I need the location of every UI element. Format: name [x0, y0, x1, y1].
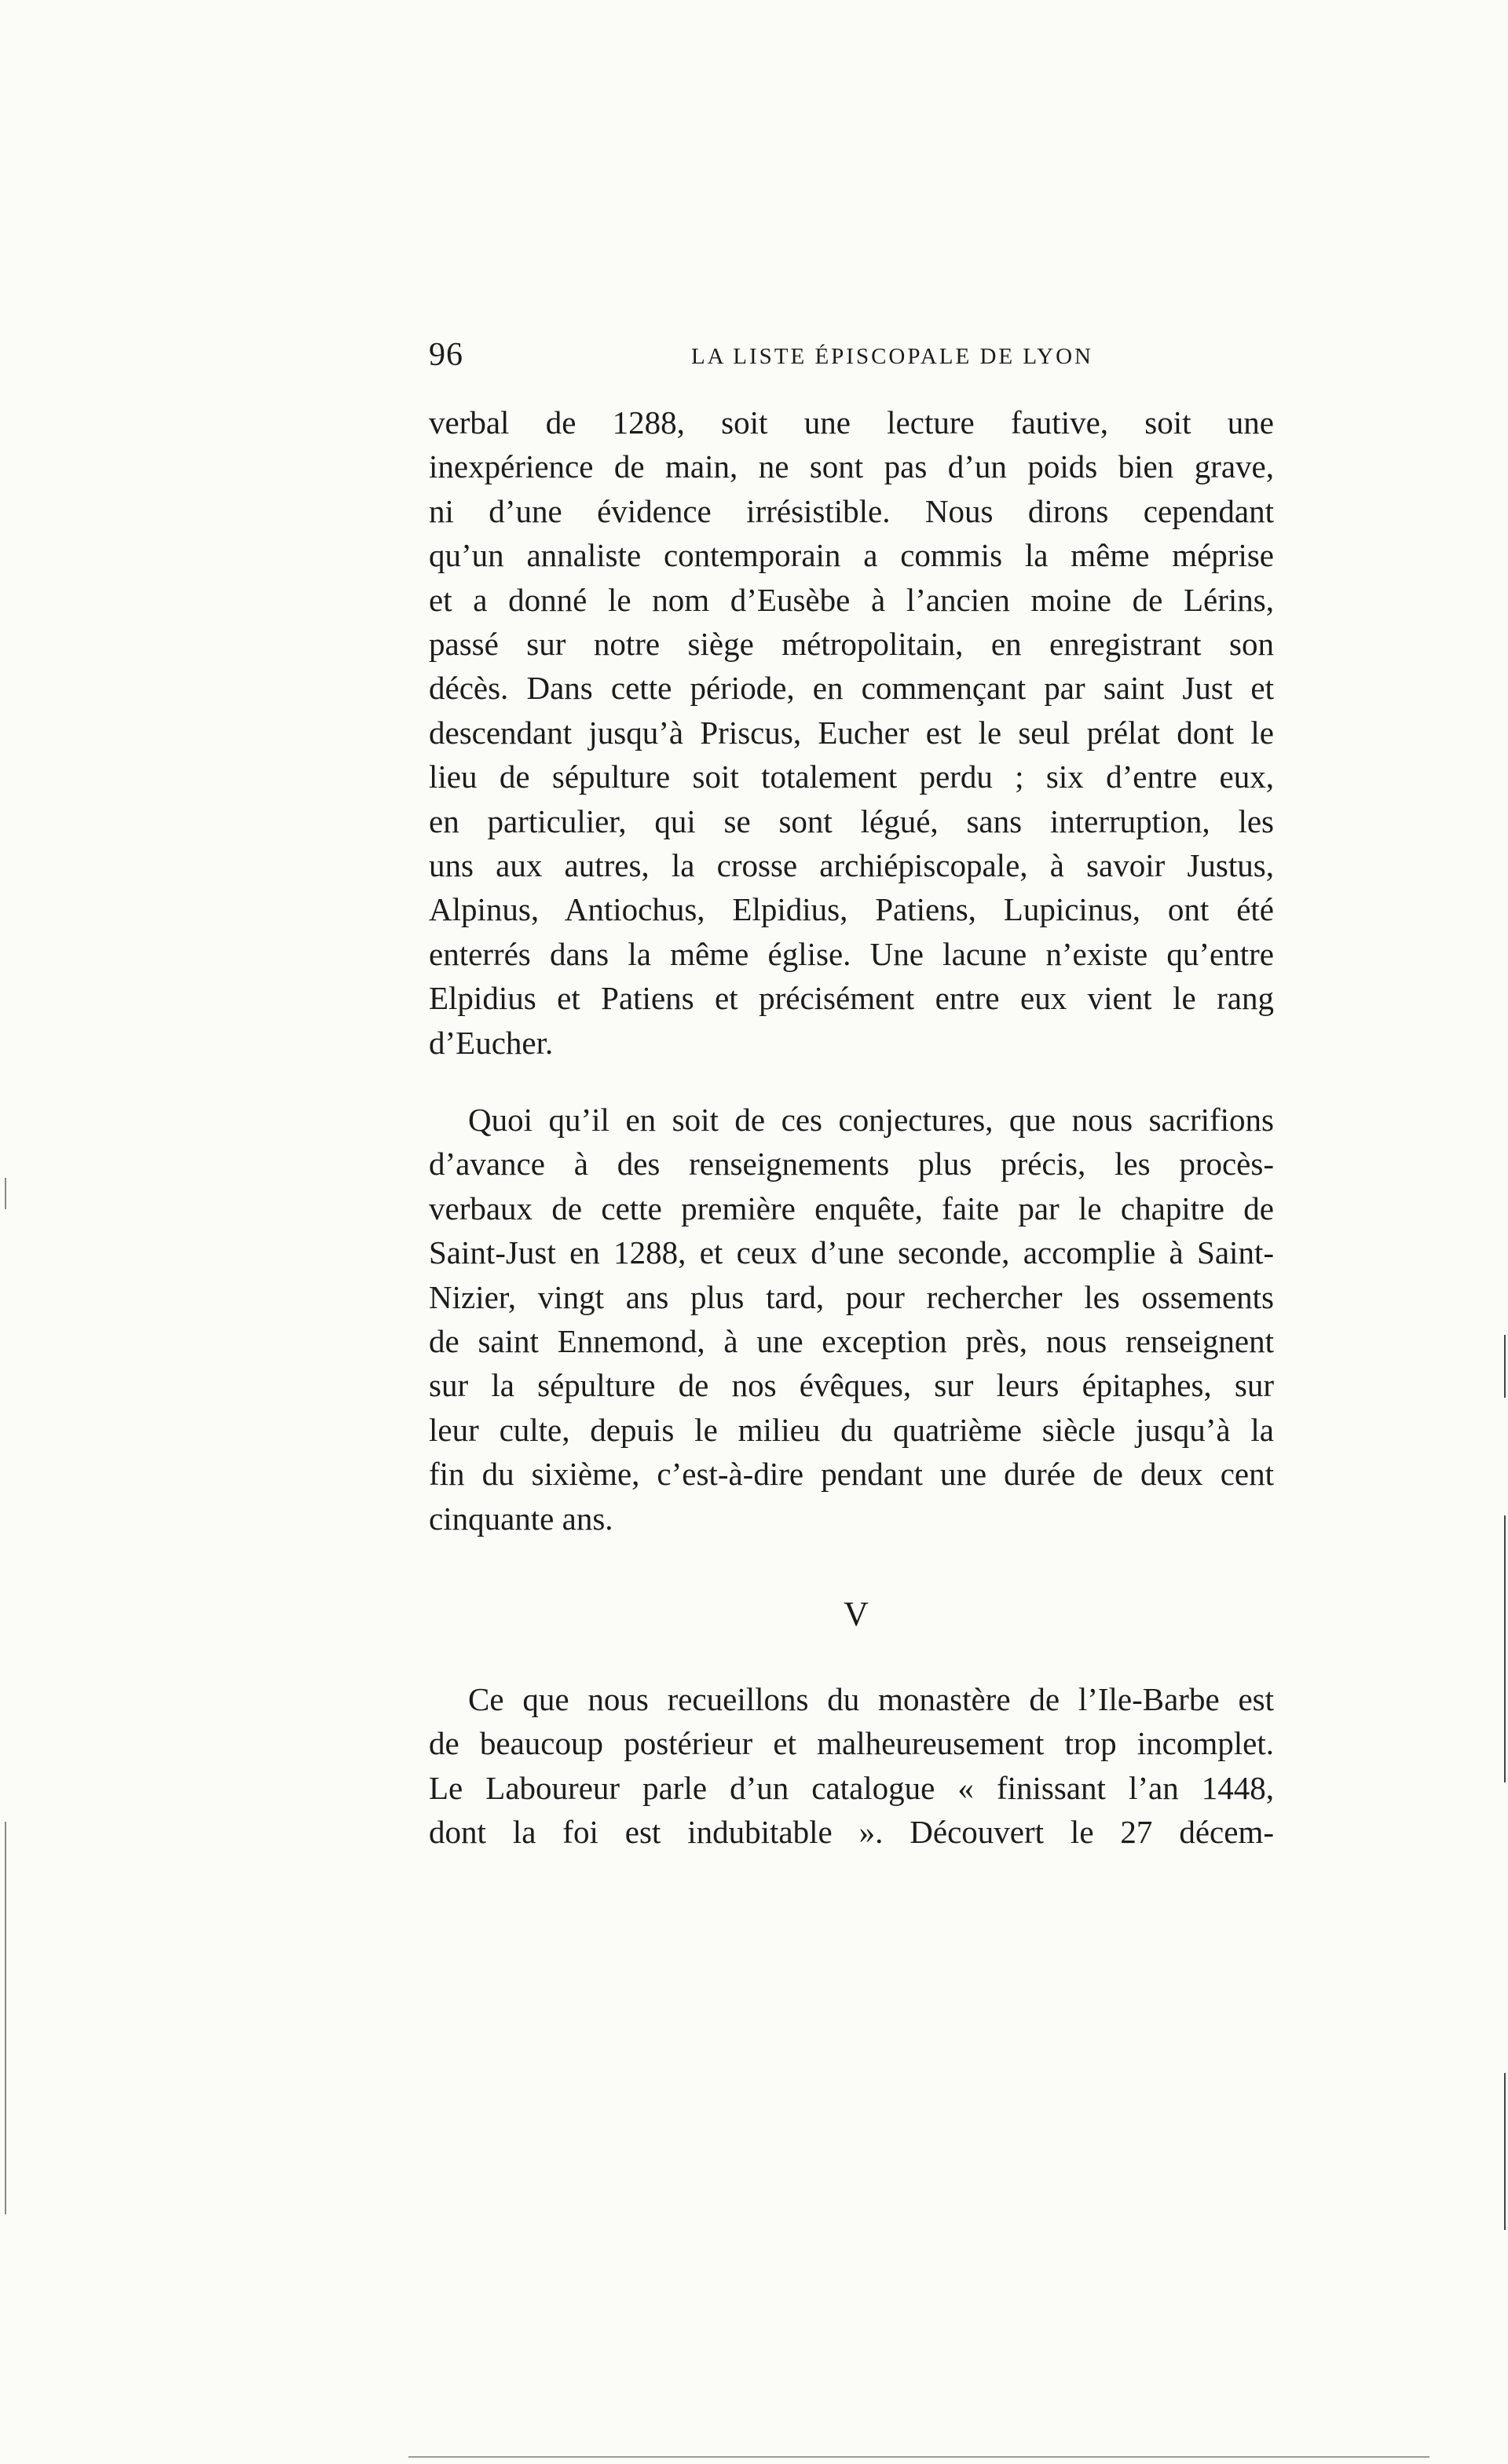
text-line: et a donné le nom d’Eusèbe à l’ancien moine de Lérins, [429, 581, 1274, 618]
text-line: Saint-Just en 1288, et ceux d’une seconde, accomplie à Saint- [429, 1234, 1274, 1271]
text-line: fin du sixième, c’est-à-dire pendant une durée de deux cent [429, 1456, 1274, 1493]
text-line: verbal de 1288, soit une lecture fautive, soit une [429, 404, 1274, 441]
text-line: d’avance à des renseignements plus précis, les procès- [429, 1146, 1274, 1183]
text-line: lieu de sépulture soit totalement perdu ; six d’entre eux, [429, 759, 1274, 795]
scan-bottom-edge [408, 2456, 1429, 2458]
text-line: dont la foi est indubitable ». Découvert le 27 décem- [429, 1814, 1274, 1851]
text-line: en particulier, qui se sont légué, sans interruption, les [429, 802, 1274, 839]
text-line: leur culte, depuis le milieu du quatrième siècle jusqu’à la [429, 1411, 1274, 1448]
text-line: verbaux de cette première enquête, faite par le chapitre de [429, 1190, 1274, 1227]
paragraph-2 [429, 1098, 1274, 1541]
text-line: Quoi qu’il en soit de ces conjectures, que nous sacrifions [468, 1102, 1274, 1138]
text-line: descendant jusqu’à Priscus, Eucher est le seul prélat dont le [429, 714, 1274, 751]
text-line: d’Eucher. [429, 1024, 554, 1061]
scan-edge-mark [1504, 1515, 1506, 1782]
text-line: Elpidius et Patiens et précisément entre eux vient le rang [429, 980, 1274, 1017]
text-line: cinquante ans. [429, 1500, 613, 1537]
text-line: enterrés dans la même église. Une lacune n’existe qu’entre [429, 935, 1274, 972]
text-line: passé sur notre siège métropolitain, en enregistrant son [429, 626, 1274, 663]
text-line: uns aux autres, la crosse archiépiscopale, à savoir Justus, [429, 847, 1274, 884]
text-line: ni d’une évidence irrésistible. Nous dirons cependant [429, 492, 1274, 529]
page-header [429, 336, 1274, 383]
text-line: Nizier, vingt ans plus tard, pour rechercher les ossements [429, 1278, 1274, 1315]
page-number: 96 [429, 337, 463, 373]
section-heading: V [844, 1595, 869, 1633]
text-line: Ce que nous recueillons du monastère de l’Ile-Barbe est [468, 1681, 1274, 1717]
text-line: Alpinus, Antiochus, Elpidius, Patiens, Lupicinus, ont été [429, 891, 1274, 928]
paragraph-3 [429, 1677, 1274, 1855]
text-line: qu’un annaliste contemporain a commis la même méprise [429, 537, 1274, 574]
text-line: sur la sépulture de nos évêques, sur leurs épitaphes, sur [429, 1367, 1274, 1404]
running-head: LA LISTE ÉPISCOPALE DE LYON [690, 344, 1094, 369]
text-line: de beaucoup postérieur et malheureusement trop incomplet. [429, 1725, 1274, 1762]
scan-edge-mark [5, 1178, 6, 1209]
scan-edge-mark [1504, 2073, 1506, 2230]
scan-edge-mark [1504, 1335, 1506, 1398]
text-line: décès. Dans cette période, en commençant par saint Just et [429, 670, 1274, 707]
scan-edge-mark [5, 1822, 6, 2214]
paragraph-1 [429, 400, 1274, 1065]
text-line: inexpérience de main, ne sont pas d’un poids bien grave, [429, 448, 1274, 485]
text-line: de saint Ennemond, à une exception près, nous renseignent [429, 1323, 1274, 1360]
text-line: Le Laboureur parle d’un catalogue « finissant l’an 1448, [429, 1769, 1274, 1806]
